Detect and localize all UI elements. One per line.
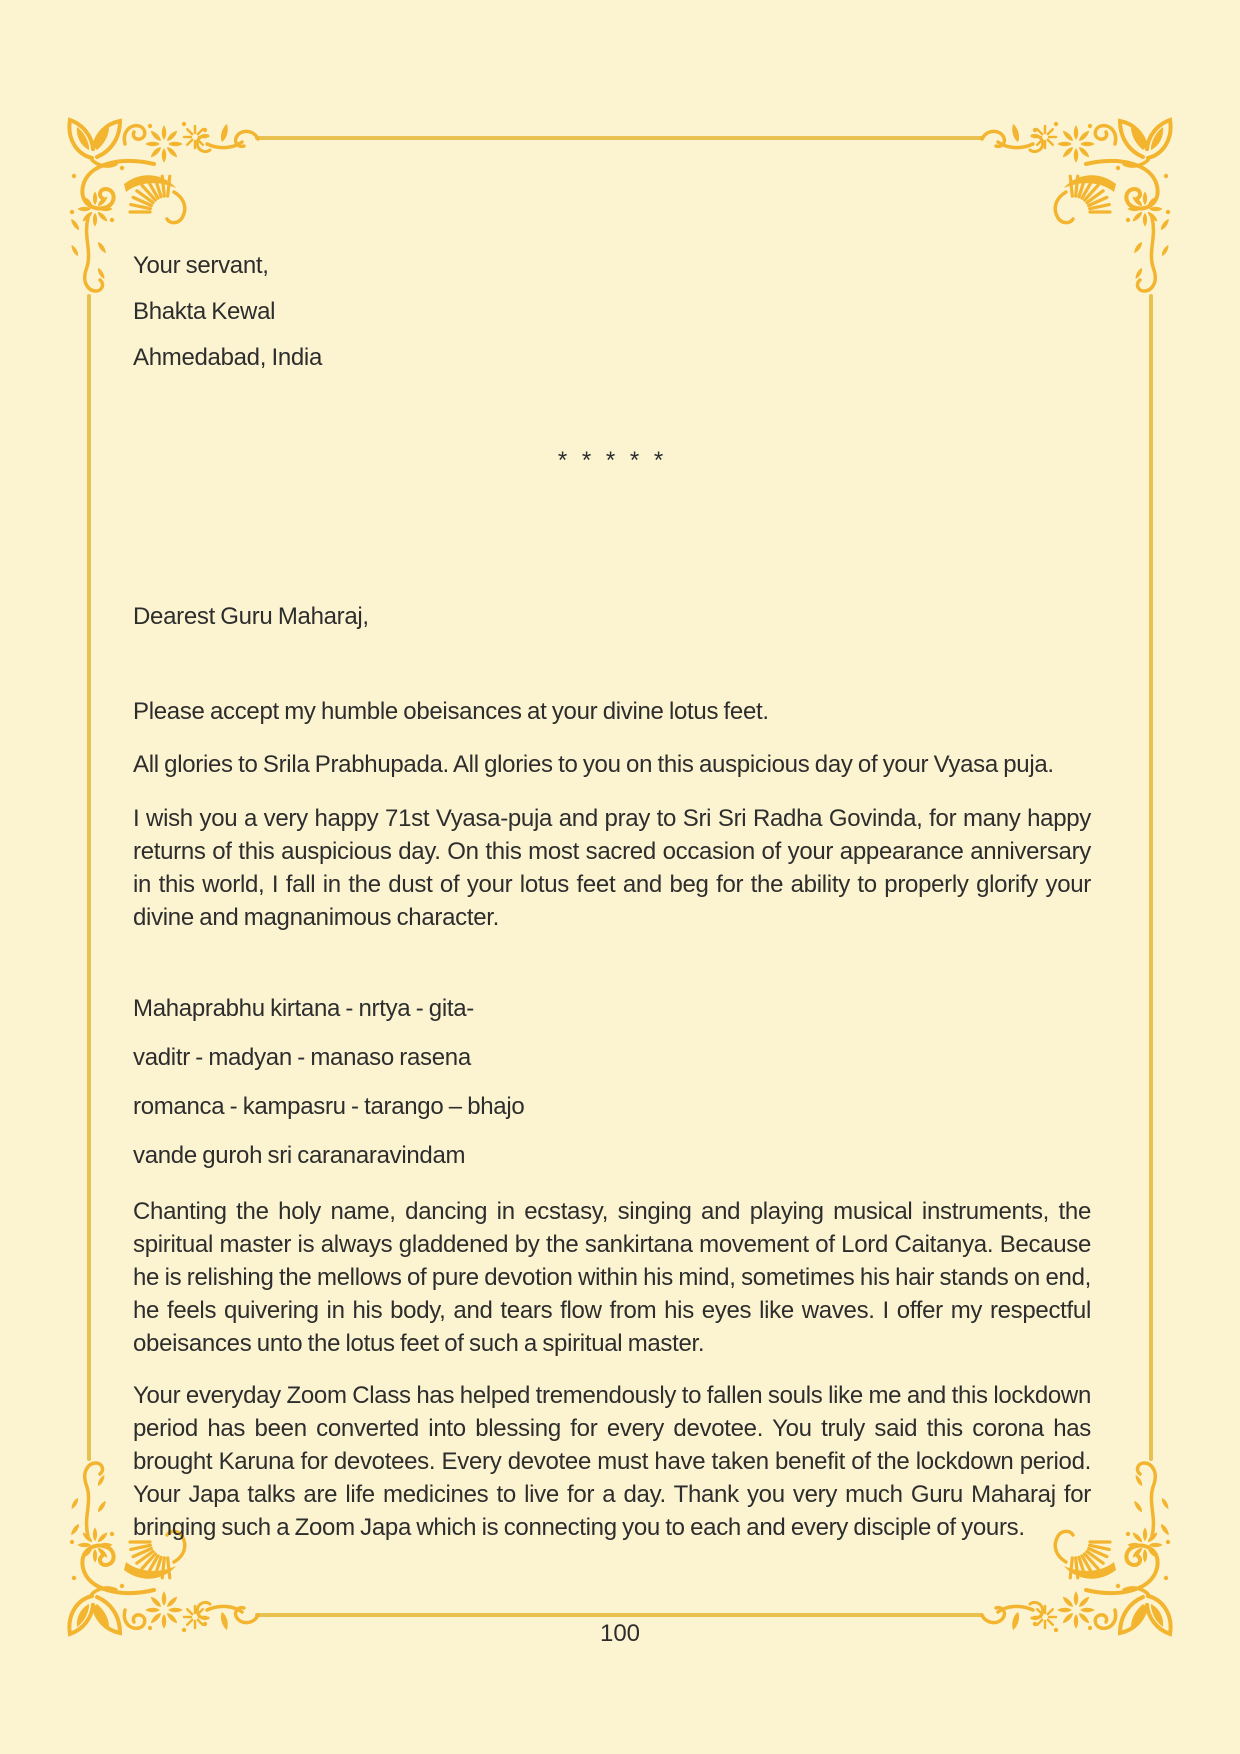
paragraph-zoom-class: Your everyday Zoom Class has helped tremendously to fallen souls like me and this lockdown period has been converted into blessing for every devotee. You truly said this corona has brought Karuna for devotees. Every devotee must have taken benefit of the lockdown period. Your Japa talks are life medicines to live for a day. Thank you very much Guru Maharaj for bringing such a Zoom Japa which is connecting you to each and every disciple of yours. [133,1382,1091,1541]
paragraph-all-glories: All glories to Srila Prabhupada. All glories to you on this auspicious day of your Vyasa puja. [133,751,1054,778]
paragraph-wishes: I wish you a very happy 71st Vyasa-puja and pray to Sri Sri Radha Govinda, for many happy returns of this auspicious day. On this most sacred occasion of your appearance anniversary in this world, I fall in the dust of your lotus feet and beg for the ability to properly glorify your divine and magnanimous character. [133,805,1091,931]
frame-line-left [87,294,91,1461]
paragraph-verse-translation: Chanting the holy name, dancing in ecstasy, singing and playing musical instruments, the spiritual master is always gladdened by the sankirtana movement of Lord Caitanya. Because he is relishing the mellows of pure devotion within his mind, sometimes his hair stands on end, he feels quivering in his body, and tears flow from his eyes like waves. I offer my respectful obeisances unto the lotus feet of such a spiritual master. [133,1198,1091,1357]
salutation: Dearest Guru Maharaj, [133,603,369,630]
signature-closing: Your servant, [133,252,269,279]
page-number: 100 [599,1620,641,1647]
verse-line-3: romanca - kampasru - tarango – bhajo [133,1093,525,1120]
signature-location: Ahmedabad, India [133,344,323,371]
frame-line-right [1149,294,1153,1461]
signature-name: Bhakta Kewal [133,298,276,325]
paragraph-obeisances: Please accept my humble obeisances at your divine lotus feet. [133,698,769,725]
verse-line-1: Mahaprabhu kirtana - nrtya - gita- [133,995,474,1022]
frame-line-bottom [255,1613,983,1617]
verse-line-4: vande guroh sri caranaravindam [133,1142,466,1169]
frame-line-top [255,136,983,140]
section-separator: * * * * * [557,447,667,474]
letter-content [133,249,1091,1544]
verse-line-2: vaditr - madyan - manaso rasena [133,1044,471,1071]
